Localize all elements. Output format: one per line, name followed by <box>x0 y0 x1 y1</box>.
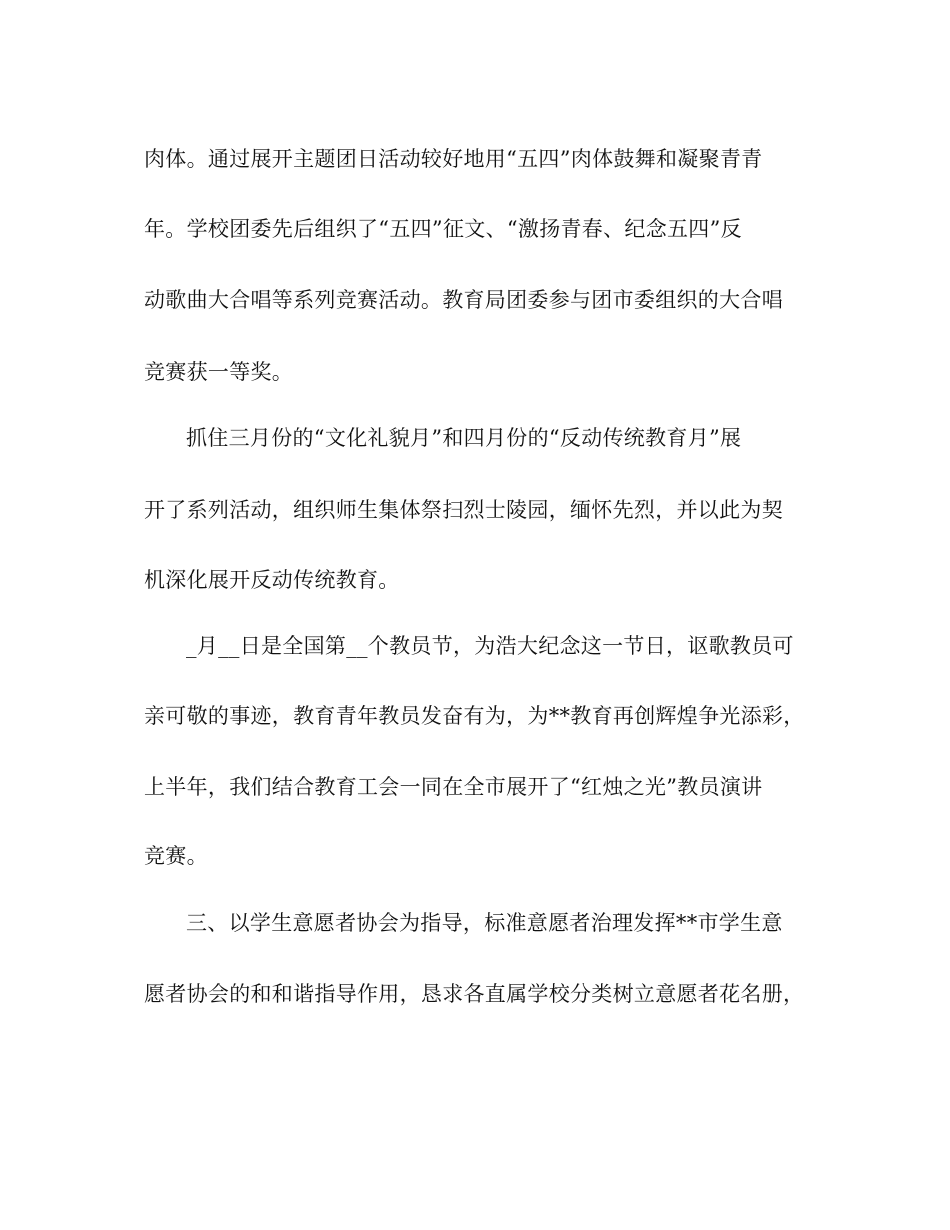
paragraph-line: 竞赛。 <box>144 844 208 868</box>
paragraph-line: 三、以学生意愿者协会为指导，标准意愿者治理发挥**市学生意 <box>186 911 783 935</box>
paragraph-line: 上半年，我们结合教育工会一同在全市展开了“红烛之光”教员演讲 <box>144 775 763 799</box>
paragraph-line: 机深化展开反动传统教育。 <box>144 568 400 592</box>
paragraph-line: 抓住三月份的“文化礼貌月”和四月份的“反动传统教育月”展 <box>186 426 742 450</box>
paragraph-line: 年。学校团委先后组织了“五四”征文、“激扬青春、纪念五四”反 <box>144 217 742 241</box>
paragraph-line: 肉体。通过展开主题团日活动较好地用“五四”肉体鼓舞和凝聚青青 <box>144 147 763 171</box>
paragraph-line: 开了系列活动，组织师生集体祭扫烈士陵园，缅怀先烈，并以此为契 <box>144 498 783 522</box>
paragraph-line: 亲可敬的事迹，教育青年教员发奋有为，为**教育再创辉煌争光添彩， <box>144 704 805 728</box>
paragraph-line: 竞赛获一等奖。 <box>144 360 294 384</box>
paragraph-line: 愿者协会的和和谐指导作用，恳求各直属学校分类树立意愿者花名册， <box>144 982 805 1006</box>
paragraph-line: _月__日是全国第__个教员节，为浩大纪念这一节日，讴歌教员可 <box>186 634 794 658</box>
paragraph-line: 动歌曲大合唱等系列竞赛活动。教育局团委参与团市委组织的大合唱 <box>144 288 783 312</box>
